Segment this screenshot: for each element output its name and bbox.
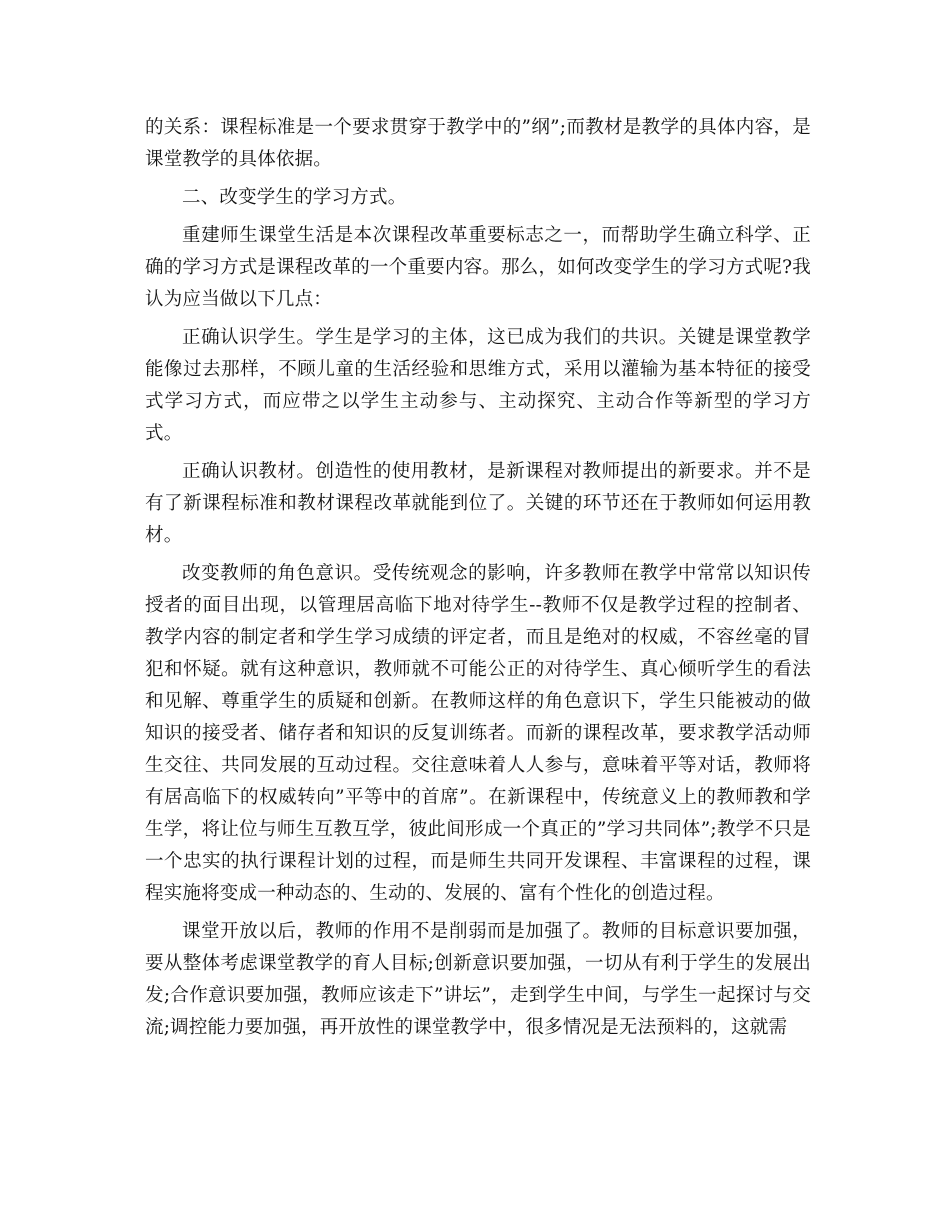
section-heading: 二、改变学生的学习方式。 [182,187,407,208]
paragraph-continuation: 的关系：课程标准是一个要求贯穿于教学中的”纲”;而教材是教学的具体内容，是课堂教学的具体依据。 [145,117,811,170]
paragraph: 正确认识学生。学生是学习的主体，这已成为我们的共识。关键是课堂教学能像过去那样，不顾儿童的生活经验和思维方式，采用以灌输为基本特征的接受式学习方式，而应带之以学生主动参与、主动探究、主动合作等新型的学习方式。 [145,327,811,444]
paragraph: 改变教师的角色意识。受传统观念的影响，许多教师在教学中常常以知识传授者的面目出现，以管理居高临下地对待学生--教师不仅是教学过程的控制者、教学内容的制定者和学生学习成绩的评定者，而且是绝对的权威，不容丝毫的冒犯和怀疑。就有这种意识，教师就不可能公正的对待学生、真心倾听学生的看法和见解、尊重学生的质疑和创新。在教师这样的角色意识下，学生只能被动的做知识的接受者、储存者和知识的反复训练者。而新的课程改革，要求教学活动师生交往、共同发展的互动过程。交往意味着人人参与，意味着平等对话，教师将有居高临下的权威转向”平等中的首席”。在新课程中，传统意义上的教师教和学生学，将让位与师生互教互学，彼此间形成一个真正的”学习共同体”;教学不只是一个忠实的执行课程计划的过程，而是师生共同开发课程、丰富课程的过程，课程实施将变成一种动态的、生动的、发展的、富有个性化的创造过程。 [145,563,811,904]
paragraph: 课堂开放以后，教师的作用不是削弱而是加强了。教师的目标意识要加强，要从整体考虑课堂教学的育人目标;创新意识要加强，一切从有利于学生的发展出发;合作意识要加强，教师应该走下”讲坛”，走到学生中间，与学生一起探讨与交流;调控能力要加强，再开放性的课堂教学中，很多情况是无法预料的，这就需 [145,921,811,1038]
paragraph: 重建师生课堂生活是本次课程改革重要标志之一，而帮助学生确立科学、正确的学习方式是课程改革的一个重要内容。那么，如何改变学生的学习方式呢?我认为应当做以下几点： [145,225,811,310]
paragraph: 正确认识教材。创造性的使用教材，是新课程对教师提出的新要求。并不是有了新课程标准和教材课程改革就能到位了。关键的环节还在于教师如何运用教材。 [145,461,811,546]
document-body [145,112,811,1050]
